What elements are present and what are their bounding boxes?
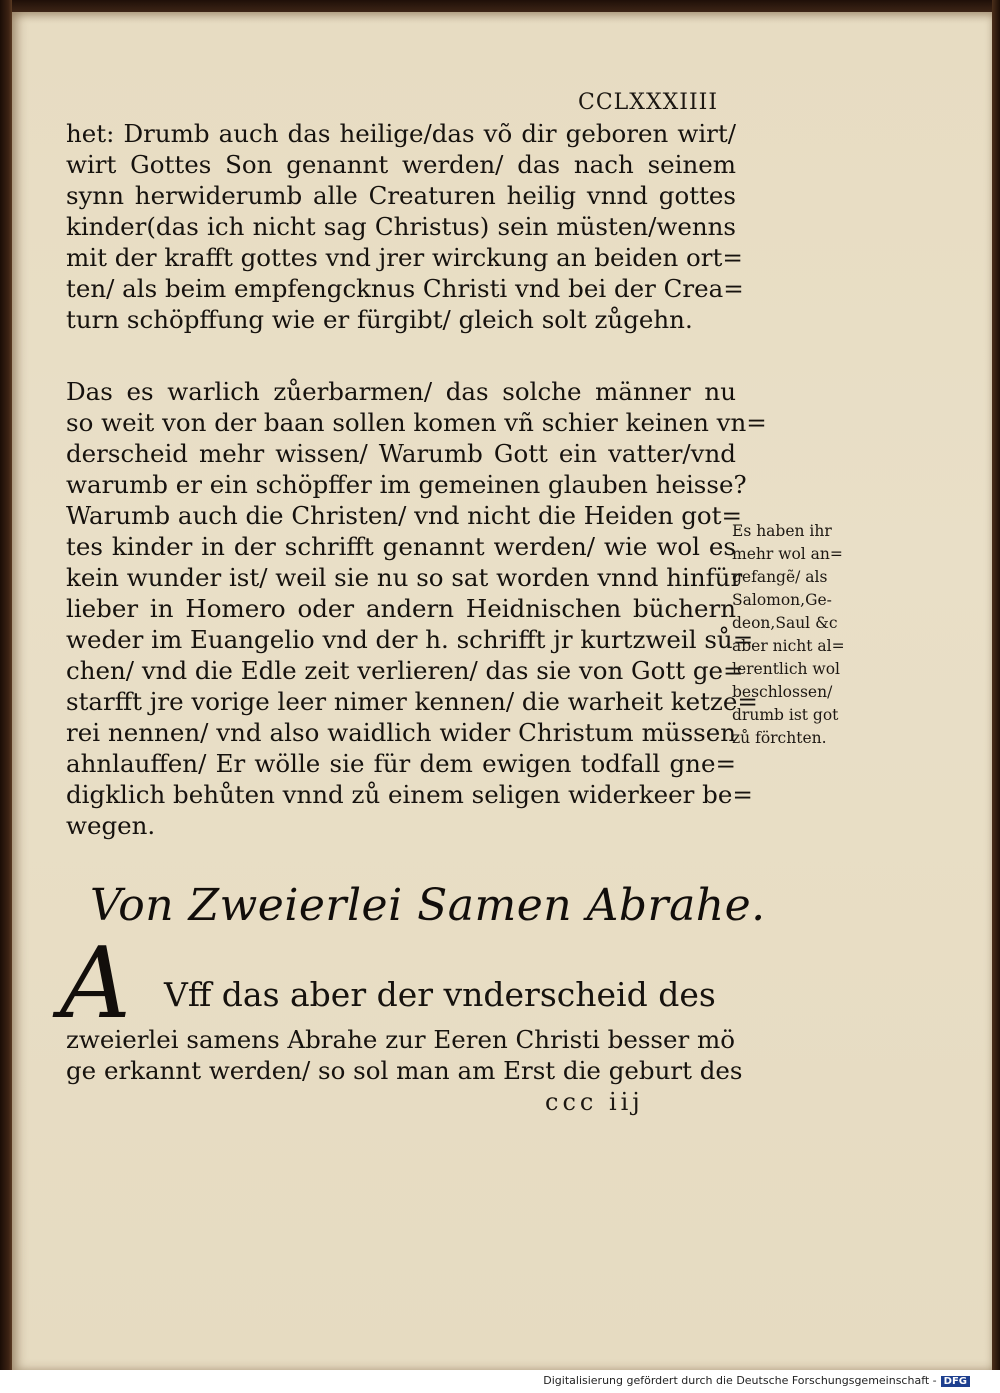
paragraph-2	[66, 376, 767, 841]
text-line: wegen.	[66, 811, 156, 840]
text-line: mit der krafft gottes vnd jrer wirckung an beiden ort=	[66, 243, 743, 272]
book-cover-right-edge	[992, 0, 1000, 1370]
marginal-note	[732, 520, 862, 750]
text-line: ge erkannt werden/ so sol man am Erst die geburt des	[66, 1056, 743, 1085]
text-line: lieber in Homero oder andern Heidnischen büchern	[66, 594, 736, 623]
text-line: rei nennen/ vnd also waidlich wider Christum müssen	[66, 718, 736, 747]
text-line: Das es warlich zůerbarmen/ das solche männer nu	[66, 377, 736, 406]
text-line: weder im Euangelio vnd der h. schrifft jr kurtzweil sů=	[66, 625, 754, 654]
marginal-line: Es haben ihr	[732, 522, 832, 540]
section-heading: Von Zweierlei Samen Abrahe.	[90, 880, 766, 931]
text-line: chen/ vnd die Edle zeit verlieren/ das sie von Gott ge=	[66, 656, 744, 685]
text-line: het: Drumb auch das heilige/das võ dir geboren wirt/	[66, 119, 736, 148]
paragraph-1	[66, 118, 744, 335]
marginal-line: drumb ist got	[732, 706, 839, 724]
text-line: turn schöpffung wie er fürgibt/ gleich solt zůgehn.	[66, 305, 693, 334]
marginal-line: mehr wol an=	[732, 545, 843, 563]
marginal-line: Salomon,Ge-	[732, 591, 832, 609]
book-cover-left-edge	[0, 0, 12, 1370]
text-line: warumb er ein schöpffer im gemeinen glauben heisse?	[66, 470, 747, 499]
marginal-line: lerentlich wol	[732, 660, 840, 678]
text-line: Warumb auch die Christen/ vnd nicht die Heiden got=	[66, 501, 743, 530]
book-cover-top-edge	[0, 0, 1000, 12]
footer-text: Digitalisierung gefördert durch die Deutsche Forschungsgemeinschaft -	[543, 1374, 937, 1387]
signature-mark: ccc iij	[545, 1088, 644, 1116]
paragraph-3	[66, 1024, 743, 1086]
marginal-line: deon,Saul &c	[732, 614, 838, 632]
text-line: digklich behůten vnnd zů einem seligen widerkeer be=	[66, 780, 753, 809]
marginal-line: aber nicht al=	[732, 637, 845, 655]
initial-line-text: Vff das aber der vnderscheid des	[164, 975, 716, 1014]
marginal-line: gefangẽ/ als	[732, 568, 828, 586]
text-line: tes kinder in der schrifft genannt werden/ wie wol es	[66, 532, 736, 561]
text-line: ten/ als beim empfengcknus Christi vnd bei der Crea=	[66, 274, 744, 303]
decorated-initial: A	[60, 927, 131, 1041]
text-line: zweierlei samens Abrahe zur Eeren Christi besser mö	[66, 1025, 735, 1054]
footer-credit	[543, 1374, 970, 1387]
dfg-logo: DFG	[941, 1376, 970, 1387]
text-line: so weit von der baan sollen komen vñ schier keinen vn=	[66, 408, 767, 437]
folio-number: CCLXXXIIII	[578, 90, 719, 115]
text-line: ahnlauffen/ Er wölle sie für dem ewigen todfall gne=	[66, 749, 736, 778]
text-line: kein wunder ist/ weil sie nu so sat worden vnnd hinfür	[66, 563, 743, 592]
text-line: wirt Gottes Son genannt werden/ das nach seinem	[66, 150, 736, 179]
text-line: kinder(das ich nicht sag Christus) sein müsten/wenns	[66, 212, 736, 241]
text-line: derscheid mehr wissen/ Warumb Gott ein vatter/vnd	[66, 439, 736, 468]
text-line: synn herwiderumb alle Creaturen heilig vnnd gottes	[66, 181, 736, 210]
text-line: starfft jre vorige leer nimer kennen/ die warheit ketze=	[66, 687, 758, 716]
marginal-line: beschlossen/	[732, 683, 833, 701]
marginal-line: zů förchten.	[732, 729, 827, 747]
